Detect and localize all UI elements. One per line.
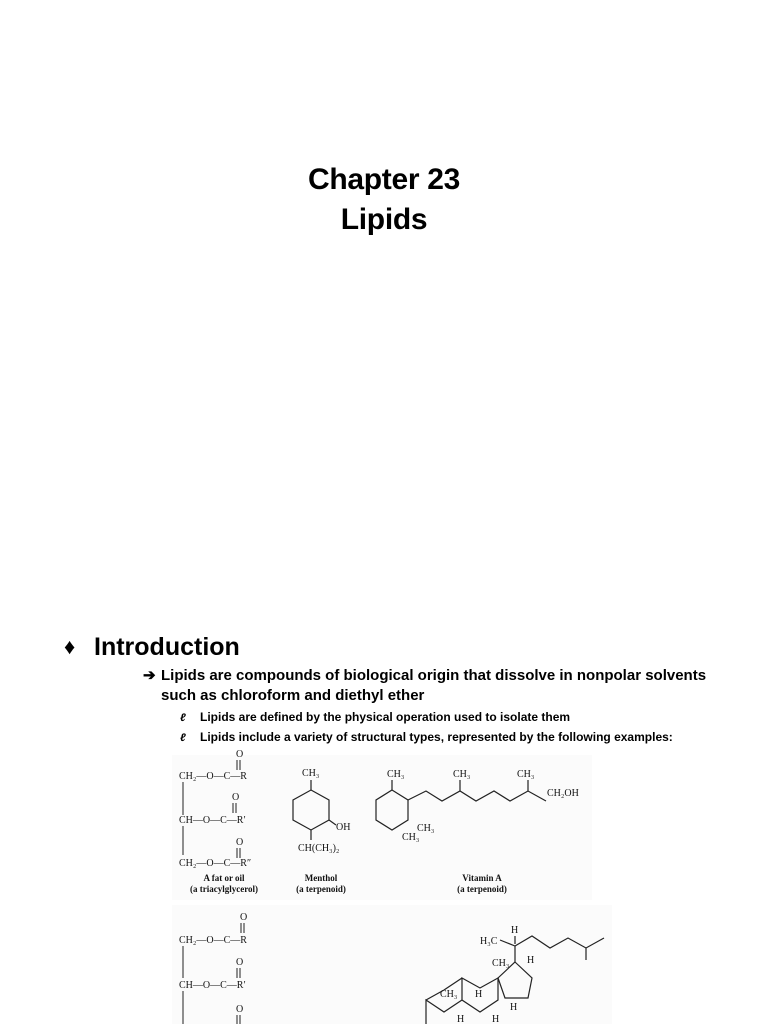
fat-row-3: CH₂—O—C—R″ bbox=[179, 858, 252, 869]
fat-row-2: CH—O—C—R′ bbox=[179, 815, 246, 826]
steroid-h: H bbox=[527, 955, 535, 966]
menthol-isopropyl: CH(CH₃)₂ bbox=[298, 843, 340, 854]
vitamin-a-ch2oh: CH₂OH bbox=[547, 788, 579, 799]
section-heading: Introduction bbox=[94, 633, 240, 661]
steroid-ch3: CH₃ bbox=[440, 989, 458, 1000]
carbonyl-oxygen: O bbox=[236, 837, 244, 848]
arrow-bullet-icon: ➔ bbox=[143, 667, 156, 684]
vitamin-a-ch3: CH₃ bbox=[517, 769, 535, 780]
carbonyl-oxygen: O bbox=[236, 957, 244, 968]
carbonyl-oxygen: O bbox=[240, 912, 248, 923]
vitamin-a-ch3: CH₃ bbox=[402, 832, 420, 843]
menthol-oh: OH bbox=[336, 822, 351, 833]
fat-caption: A fat or oil bbox=[203, 873, 245, 883]
steroid-h: H bbox=[492, 1014, 500, 1024]
steroid-h: H bbox=[475, 989, 483, 1000]
carbonyl-oxygen: O bbox=[232, 792, 240, 803]
menthol-caption: Menthol bbox=[304, 873, 338, 883]
chapter-title: Chapter 23 bbox=[307, 163, 461, 196]
vitamin-a-caption-sub: (a terpenoid) bbox=[457, 884, 507, 894]
sub-bullet-icon: ℓ bbox=[180, 712, 186, 724]
fat-row-2: CH—O—C—R′ bbox=[179, 980, 246, 991]
diamond-bullet-icon: ♦ bbox=[64, 634, 76, 659]
chapter-subtitle: Lipids bbox=[340, 203, 428, 236]
carbonyl-oxygen: O bbox=[236, 1004, 244, 1015]
carbonyl-oxygen: O bbox=[236, 749, 244, 760]
vitamin-a-ch3: CH₃ bbox=[417, 823, 435, 834]
steroid-h3c: H₃C bbox=[480, 936, 498, 947]
sub-point-text: Lipids include a variety of structural types, represented by the following examples: bbox=[200, 730, 673, 744]
steroid-h: H bbox=[511, 925, 519, 936]
vitamin-a-caption: Vitamin A bbox=[462, 873, 502, 883]
sub-point-text: Lipids are defined by the physical operation used to isolate them bbox=[200, 710, 571, 724]
steroid-h: H bbox=[510, 1002, 518, 1013]
fat-caption-sub: (a triacylglycerol) bbox=[189, 884, 259, 894]
vitamin-a-ch3: CH₃ bbox=[453, 769, 471, 780]
vitamin-a-ch3: CH₃ bbox=[387, 769, 405, 780]
menthol-caption-sub: (a terpenoid) bbox=[296, 884, 346, 894]
menthol-ch3: CH₃ bbox=[302, 768, 320, 779]
main-point: Lipids are compounds of biological origin that dissolve in nonpolar solvents such as chloroform and diethyl ether bbox=[161, 667, 707, 704]
steroid-h: H bbox=[457, 1014, 465, 1024]
steroid-ch3: CH₃ bbox=[492, 958, 510, 969]
sub-bullet-icon: ℓ bbox=[180, 732, 186, 744]
fat-row-1: CH₂—O—C—R bbox=[179, 771, 247, 782]
fat-row-1: CH₂—O—C—R bbox=[179, 935, 247, 946]
